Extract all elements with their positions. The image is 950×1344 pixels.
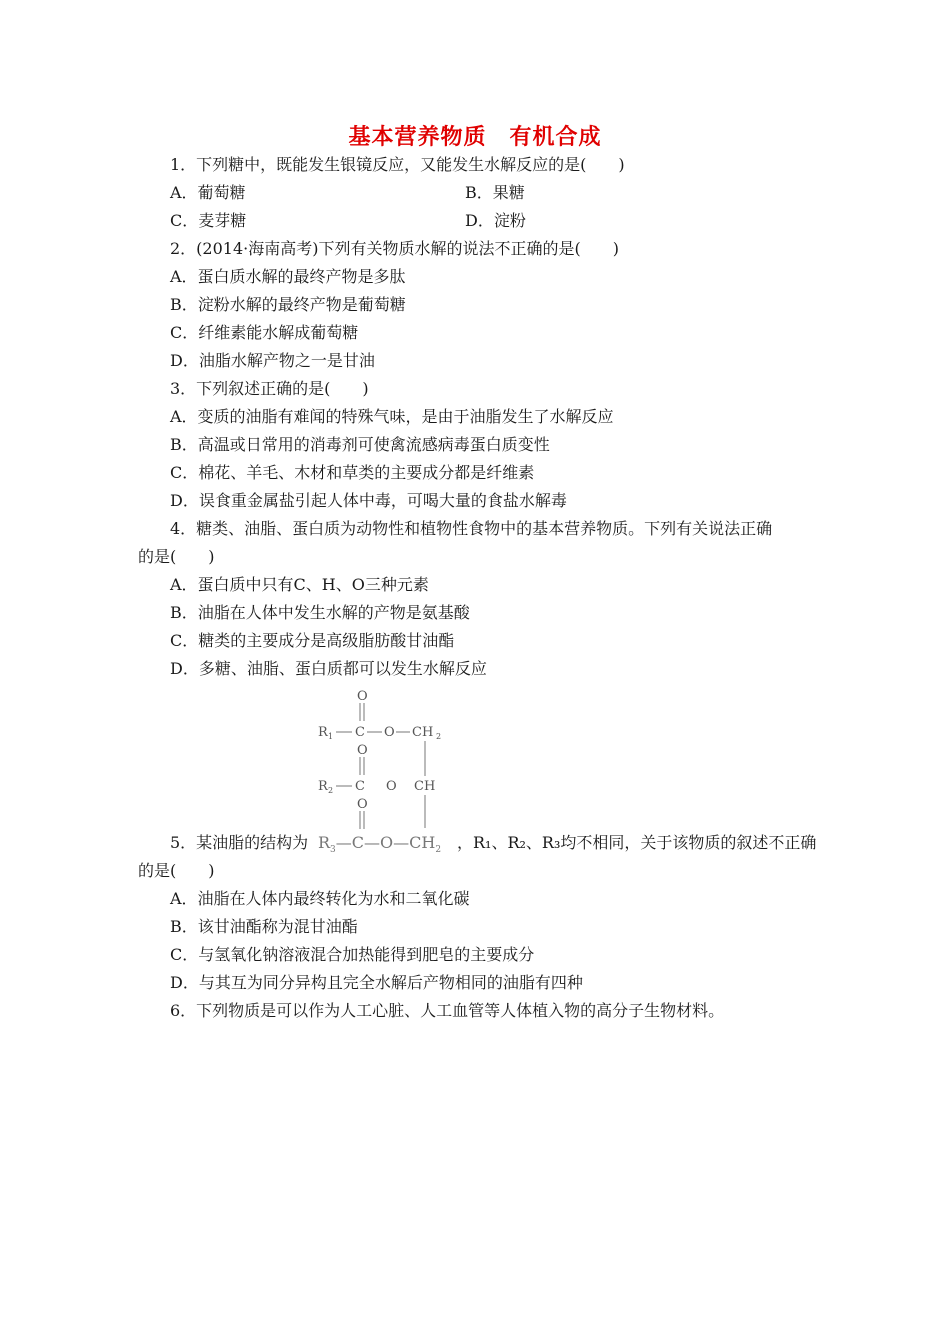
r1-label: R — [318, 725, 328, 740]
r2-label: R — [318, 779, 328, 794]
q5-option-a: A．油脂在人体内最终转化为水和二氧化碳 — [170, 889, 470, 908]
svg-text:1: 1 — [328, 732, 334, 741]
q2-option-d: D．油脂水解产物之一是甘油 — [170, 351, 375, 370]
q5-option-b: B．该甘油酯称为混甘油酯 — [170, 917, 358, 936]
q1-option-c: C．麦芽糖 — [170, 211, 247, 230]
svg-text:2: 2 — [436, 732, 442, 741]
svg-text:2: 2 — [328, 786, 334, 795]
ch2-top: CH — [412, 725, 434, 740]
oxygen-ester-2: O — [386, 779, 397, 794]
q4-stem-line2: 的是( ) — [138, 547, 215, 566]
q5-option-d: D．与其互为同分异构且完全水解后产物相同的油脂有四种 — [170, 973, 583, 992]
q3-option-d: D．误食重金属盐引起人体中毒，可喝大量的食盐水解毒 — [170, 491, 567, 510]
q1-option-b: B．果糖 — [465, 183, 525, 202]
q5-stem-suffix: ，R₁、R₂、R₃均不相同，关于该物质的叙述不正确 — [457, 833, 817, 852]
q1-stem: 1．下列糖中，既能发生银镜反应，又能发生水解反应的是( ) — [170, 155, 625, 174]
oxygen-1: O — [357, 689, 368, 704]
q4-option-d: D．多糖、油脂、蛋白质都可以发生水解反应 — [170, 659, 487, 678]
q3-option-b: B．高温或日常用的消毒剂可使禽流感病毒蛋白质变性 — [170, 435, 550, 454]
q6-stem: 6．下列物质是可以作为人工心脏、人工血管等人体植入物的高分子生物材料。 — [170, 1001, 725, 1020]
oxygen-2: O — [357, 743, 368, 758]
q4-option-a: A．蛋白质中只有C、H、O三种元素 — [170, 575, 429, 594]
q1-option-d: D．淀粉 — [465, 211, 526, 230]
oxygen-3: O — [357, 797, 368, 812]
q4-stem-line1: 4．糖类、油脂、蛋白质为动物性和植物性食物中的基本营养物质。下列有关说法正确 — [170, 519, 773, 538]
q4-option-c: C．糖类的主要成分是高级脂肪酸甘油酯 — [170, 631, 455, 650]
oxygen-ester-1: O — [384, 725, 395, 740]
q4-option-b: B．油脂在人体中发生水解的产物是氨基酸 — [170, 603, 470, 622]
q5-stem-line2: 的是( ) — [138, 861, 215, 880]
q3-option-a: A．变质的油脂有难闻的特殊气味，是由于油脂发生了水解反应 — [170, 407, 614, 426]
q2-option-b: B．淀粉水解的最终产物是葡萄糖 — [170, 295, 406, 314]
q2-option-c: C．纤维素能水解成葡萄糖 — [170, 323, 359, 342]
carbon-2: C — [355, 779, 365, 794]
q5-stem-prefix: 5．某油脂的结构为 — [170, 833, 309, 852]
ch-middle: CH — [414, 779, 436, 794]
q1-option-a: A．葡萄糖 — [170, 183, 246, 202]
q3-option-c: C．棉花、羊毛、木材和草类的主要成分都是纤维素 — [170, 463, 535, 482]
q2-stem: 2．(2014·海南高考)下列有关物质水解的说法不正确的是( ) — [170, 239, 619, 258]
triglyceride-structure — [318, 688, 458, 848]
carbon-1: C — [355, 725, 365, 740]
q5-formula-last-row: $R_3—C—O—CH_2$ — [318, 833, 442, 856]
q3-stem: 3．下列叙述正确的是( ) — [170, 379, 369, 398]
q5-option-c: C．与氢氧化钠溶液混合加热能得到肥皂的主要成分 — [170, 945, 535, 964]
q2-option-a: A．蛋白质水解的最终产物是多肽 — [170, 267, 406, 286]
page-title: 基本营养物质 有机合成 — [348, 125, 602, 150]
